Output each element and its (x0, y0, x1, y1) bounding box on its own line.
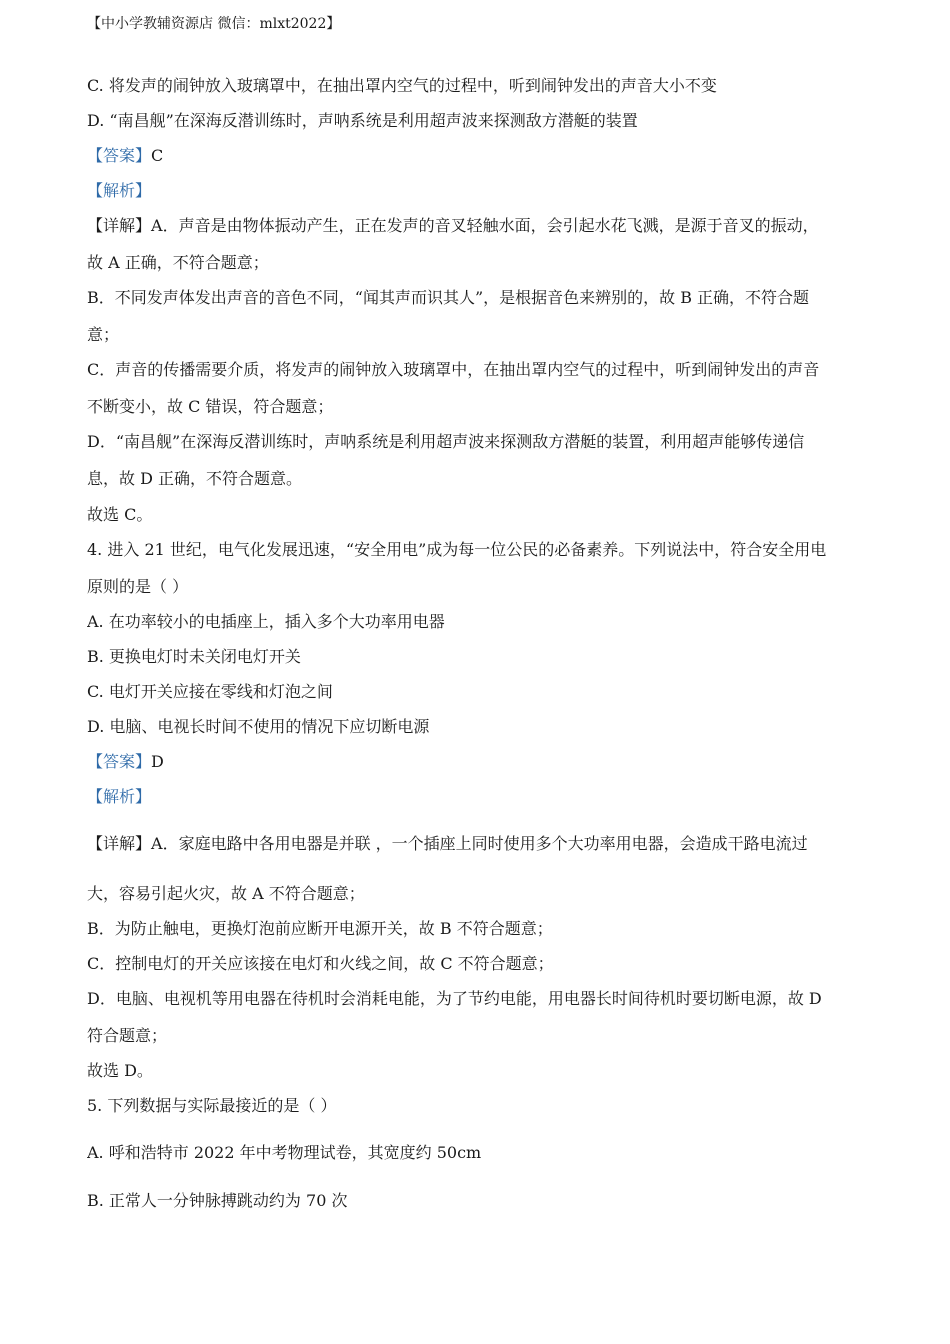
q5-option-a: A. 呼和浩特市 2022 年中考物理试卷，其宽度约 50cm (87, 1143, 482, 1162)
q4-analysis-tag: 【解析】 (87, 787, 152, 806)
q4-detail-line (87, 834, 877, 854)
q4-option-a: A. 在功率较小的电插座上，插入多个大功率用电器 (87, 612, 445, 631)
q3-conclusion: 故选 C。 (87, 505, 153, 524)
answer-tag: 【答案】 (87, 752, 152, 771)
answer-value: D (151, 752, 164, 771)
q3-option-c: C. 将发声的闹钟放入玻璃罩中，在抽出罩内空气的过程中，听到闹钟发出的声音大小不变 (87, 76, 717, 95)
q4-stem-line: 原则的是（ ） (87, 577, 189, 596)
q3-detail-line (87, 216, 877, 236)
q4-detail-line: B．为防止触电，更换灯泡前应断开电源开关，故 B 不符合题意； (87, 919, 553, 938)
q4-stem-line: 4. 进入 21 世纪，电气化发展迅速，“安全用电”成为每一位公民的必备素养。下列说法中，符合安全用电 (87, 540, 827, 559)
q3-detail-line: C．声音的传播需要介质，将发声的闹钟放入玻璃罩中，在抽出罩内空气的过程中，听到闹钟发出的声音 (87, 360, 820, 379)
q5-stem: 5. 下列数据与实际最接近的是（ ） (87, 1096, 337, 1115)
q3-detail-line: D．“南昌舰”在深海反潜训练时，声呐系统是利用超声波来探测敌方潜艇的装置，利用超声能够传递信 (87, 432, 805, 451)
q3-detail-line: 故 A 正确，不符合题意； (87, 253, 269, 272)
q3-detail-line: 意； (87, 325, 120, 344)
q4-detail-line: C．控制电灯的开关应该接在电灯和火线之间，故 C 不符合题意； (87, 954, 554, 973)
detail-tag: 【详解】 (87, 834, 152, 853)
q3-detail-line: 息，故 D 正确，不符合题意。 (87, 469, 303, 488)
q4-answer (87, 752, 877, 772)
q4-conclusion: 故选 D。 (87, 1061, 153, 1080)
q3-option-d: D. “南昌舰”在深海反潜训练时，声呐系统是利用超声波来探测敌方潜艇的装置 (87, 111, 638, 130)
q4-option-b: B. 更换电灯时未关闭电灯开关 (87, 647, 301, 666)
q3-answer (87, 146, 877, 166)
q3-detail-line: B．不同发声体发出声音的音色不同，“闻其声而识其人”，是根据音色来辨别的，故 B 正确，不符合题 (87, 288, 810, 307)
page-header: 【中小学教辅资源店 微信：mlxt2022】 (87, 16, 341, 32)
answer-tag: 【答案】 (87, 146, 152, 165)
answer-value: C (151, 146, 164, 165)
detail-text: A．声音是由物体振动产生，正在发声的音叉轻触水面，会引起水花飞溅，是源于音叉的振动， (151, 216, 819, 235)
q3-detail-line: 不断变小，故 C 错误，符合题意； (87, 397, 334, 416)
q4-detail-line: D．电脑、电视机等用电器在待机时会消耗电能，为了节约电能，用电器长时间待机时要切断电源，故 D (87, 989, 822, 1008)
q4-option-d: D. 电脑、电视长时间不使用的情况下应切断电源 (87, 717, 430, 736)
q4-detail-line: 符合题意； (87, 1026, 168, 1045)
q4-option-c: C. 电灯开关应接在零线和灯泡之间 (87, 682, 333, 701)
detail-text: A．家庭电路中各用电器是并联 ，一个插座上同时使用多个大功率用电器，会造成干路电流过 (151, 834, 808, 853)
q3-analysis-tag: 【解析】 (87, 181, 152, 200)
q4-detail-line: 大，容易引起火灾，故 A 不符合题意； (87, 884, 365, 903)
detail-tag: 【详解】 (87, 216, 152, 235)
q5-option-b: B. 正常人一分钟脉搏跳动约为 70 次 (87, 1191, 348, 1210)
